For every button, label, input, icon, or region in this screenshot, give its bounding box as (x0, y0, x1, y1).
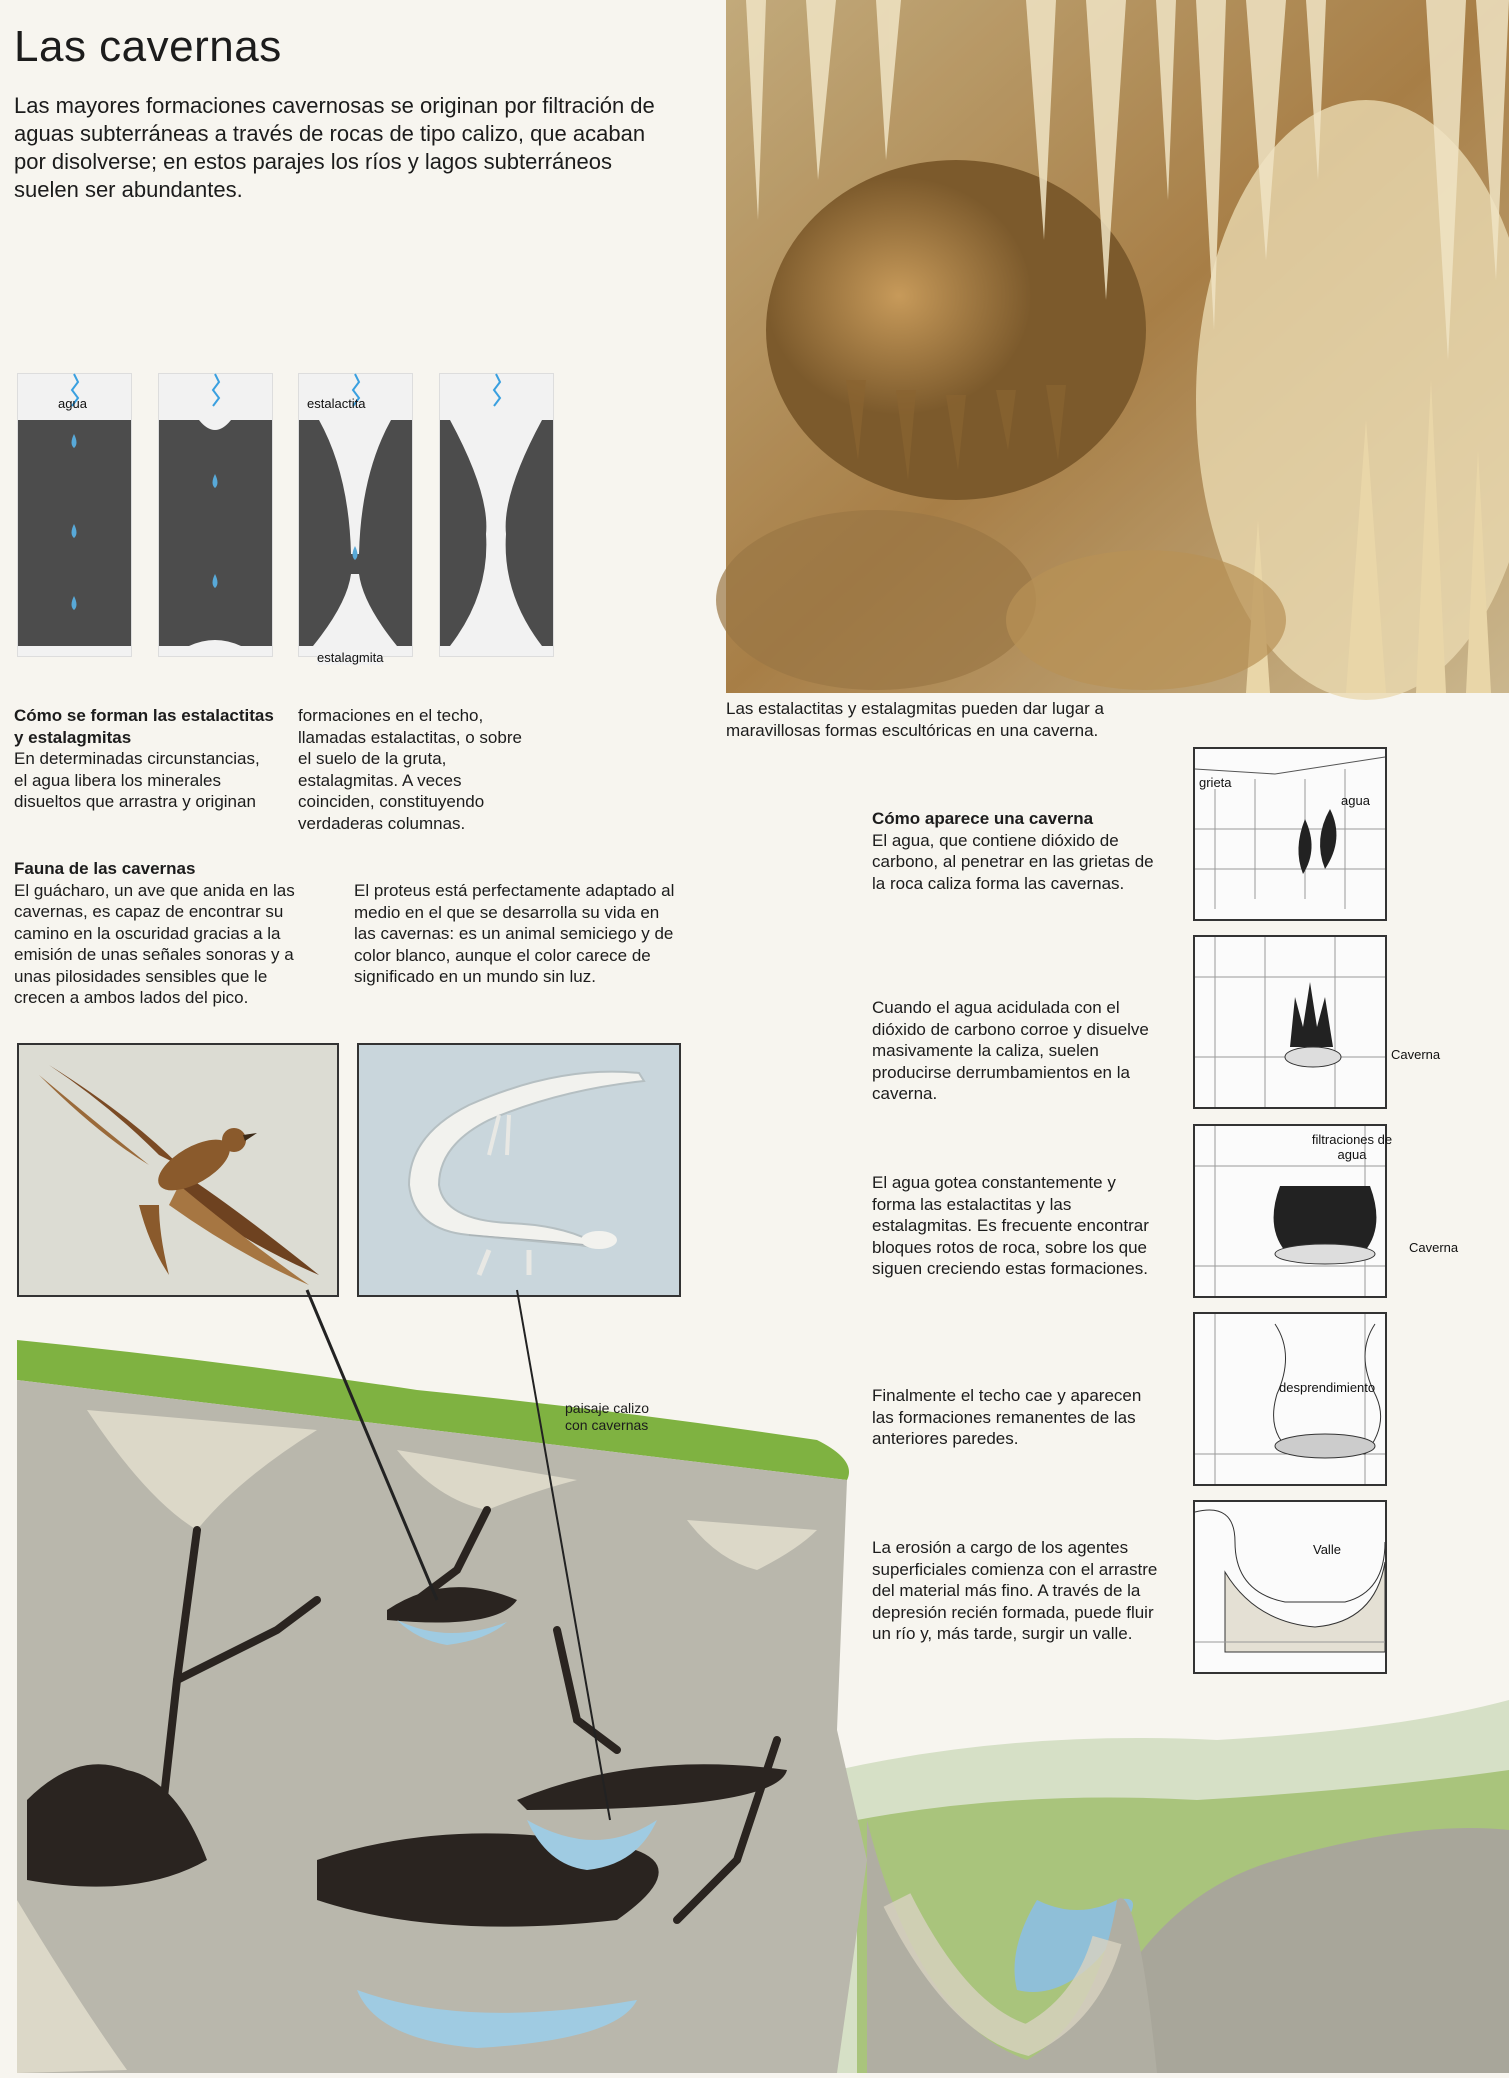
step-4-label-desprendimiento: desprendimiento (1279, 1380, 1376, 1395)
formation-caption-col1 (14, 705, 276, 813)
formation-panel-1 (17, 373, 132, 657)
step-1-body: El agua, que contiene dióxido de carbono, al penetrar en las grietas de la roca caliza forma las cavernas. (872, 830, 1154, 893)
formation-panel-2 (158, 373, 273, 657)
step-1-label-agua: agua (1341, 793, 1370, 808)
cave-photo (726, 0, 1509, 693)
step-1-label-grieta: grieta (1199, 775, 1232, 790)
step-5-text: La erosión a cargo de los agentes superficiales comienza con el arrastre del material más fino. A través de la depresión recién formada, puede fluir un río y, más tarde, surgir un valle. (872, 1538, 1158, 1643)
photo-caption: Las estalactitas y estalagmitas pueden dar lugar a maravillosas formas escultóricas en una caverna. (726, 699, 1105, 740)
step-3-label-caverna: Caverna (1409, 1240, 1459, 1255)
page-title: Las cavernas (14, 22, 282, 71)
fauna-heading: Fauna de las cavernas (14, 859, 196, 878)
step-5-diagram (1193, 1500, 1387, 1674)
step-3-label-filtraciones: filtraciones de agua (1311, 1132, 1393, 1162)
step-2-label-caverna: Caverna (1391, 1047, 1441, 1062)
fauna-guacharo-block (14, 858, 314, 1009)
landscape-label: paisaje calizo con cavernas (565, 1400, 650, 1433)
formation-panel-3 (298, 373, 413, 665)
step-3-diagram (1193, 1124, 1459, 1298)
step-3-text: El agua gotea constantemente y forma las estalactitas y las estalagmitas. Es frecuente encontrar bloques rotos de roca, sobre los que siguen creciendo estas formaciones. (872, 1173, 1149, 1278)
fauna-guacharo-text: El guácharo, un ave que anida en las cavernas, es capaz de encontrar su camino en la oscuridad gracias a la emisión de unas señales sonoras y a unas pilosidades sensibles que le crecen a ambos lados del pico. (14, 880, 295, 1007)
step-4-diagram (1193, 1312, 1387, 1486)
formation-caption-heading: Cómo se forman las estalactitas y estalagmitas (14, 706, 274, 747)
guacharo-illustration (17, 1043, 339, 1297)
fauna-proteus-text: El proteus está perfectamente adaptado al medio en el que se desarrolla su vida en las cavernas: es un animal semiciego y de color blanco, aunque el color carece de significado en un mundo sin luz. (354, 881, 675, 986)
step-5-label-valle: Valle (1313, 1542, 1341, 1557)
formation-caption-text2: formaciones en el techo, llamadas estalactitas, o sobre el suelo de la gruta, estalagmitas. A veces coinciden, constituyendo verdaderas columnas. (298, 706, 522, 833)
intro-paragraph: Las mayores formaciones cavernosas se originan por filtración de aguas subterráneas a través de rocas de tipo calizo, que acaban por disolverse; en estos parajes los ríos y lagos subterráneos suelen ser abundantes. (14, 93, 655, 202)
label-agua: agua (58, 396, 87, 411)
label-estalagmita: estalagmita (317, 650, 384, 665)
proteus-illustration (357, 1043, 681, 1297)
label-estalactita: estalactita (307, 396, 366, 411)
formation-caption-text1: En determinadas circunstancias, el agua libera los minerales disueltos que arrastra y originan (14, 749, 260, 811)
step-1-diagram (1193, 747, 1387, 921)
step-1-text (872, 808, 1162, 894)
step-2-diagram (1193, 935, 1441, 1109)
formation-panel-4 (439, 373, 554, 657)
step-2-text: Cuando el agua acidulada con el dióxido de carbono corroe y disuelve masivamente la caliza, suelen producirse derrumbamientos en la caverna. (872, 998, 1149, 1103)
step-1-heading: Cómo aparece una caverna (872, 809, 1094, 828)
step-4-text: Finalmente el techo cae y aparecen las formaciones remanentes de las anteriores paredes. (872, 1386, 1142, 1448)
